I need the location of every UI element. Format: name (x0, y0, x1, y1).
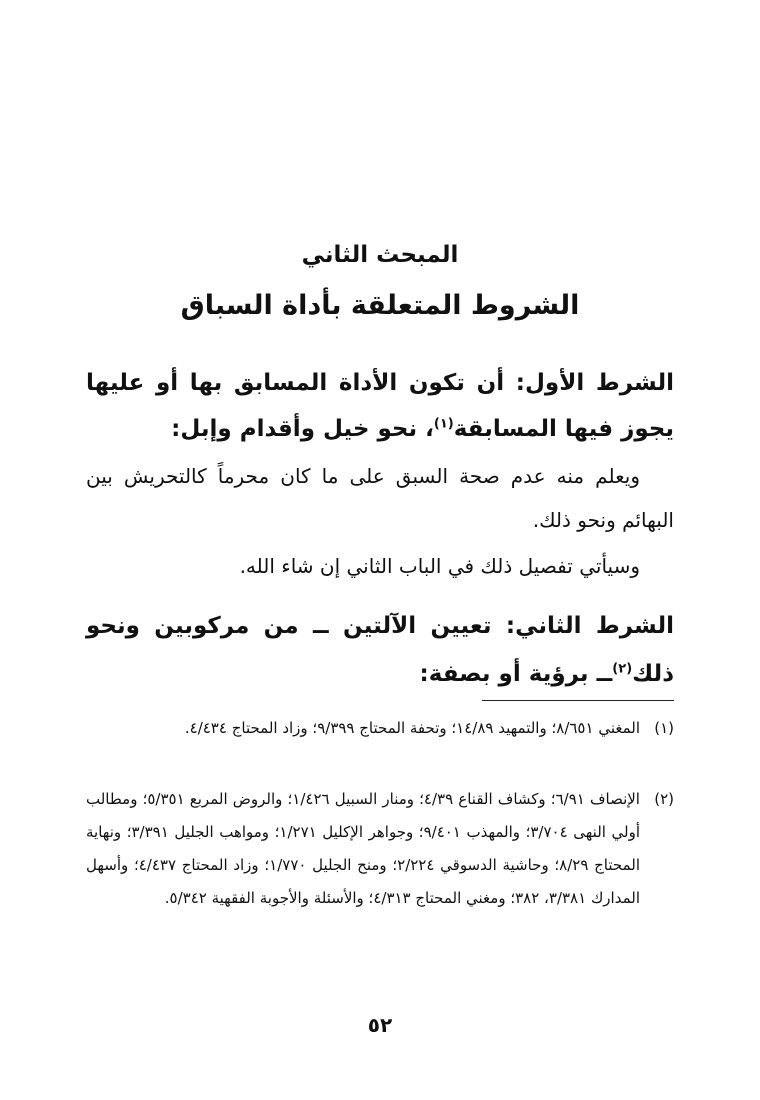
footnote-2 (86, 783, 674, 915)
paragraph-1: ويعلم منه عدم صحة السبق على ما كان محرماً كالتحريش بين البهائم ونحو ذلك. (86, 464, 674, 532)
page-number: ٥٢ (367, 1013, 393, 1037)
footnote-2-text: الإنصاف ٦/٩١؛ وكشاف القناع ٤/٣٩؛ ومنار السبيل ١/٤٢٦؛ والروض المربع ٥/٣٥١؛ ومطالب أولي النهى ٣/٧٠٤؛ والمهذب ٩/٤٠١؛ وجواهر الإكليل ١/٢٧١؛ ومواهب الجليل ٣/٣٩١؛ ونهاية المحتاج ٨/٢٩؛ وحاشية الدسوقي ٢/٢٢٤؛ ومنح الجليل ١/٧٧٠؛ وزاد المحتاج ٤/٤٣٧؛ وأسهل المدارك ٣/٣٨١، ٣٨٢؛ ومغني المحتاج ٤/٣١٣؛ والأسئلة والأجوبة الفقهية ٥/٣٤٢. (86, 790, 640, 907)
condition-2-text-a: الشرط الثاني: تعيين الآلتين ــ من مركوبين ونحو ذلك (86, 613, 674, 687)
section-title: الشروط المتعلقة بأداة السباق (180, 290, 580, 321)
footnote-divider (482, 700, 674, 701)
condition-2-text-b: ــ برؤية أو بصفة: (419, 661, 613, 687)
chapter-heading: المبحث الثاني (301, 242, 459, 268)
condition-1-text-a: الشرط الأول: أن تكون الأداة المسابق بها أو عليها يجوز فيها المسابقة (86, 370, 674, 442)
footnote-1-number: (١) (654, 719, 674, 737)
footnote-2-number: (٢) (654, 790, 674, 808)
footnote-ref-2[interactable]: (٢) (612, 661, 633, 677)
condition-1 (86, 360, 674, 452)
condition-1-text-b: ، نحو خيل وأقدام وإبل: (171, 416, 434, 442)
footnote-1 (86, 712, 674, 745)
footnote-ref-1[interactable]: (١) (433, 416, 454, 432)
paragraph-2: وسيأتي تفصيل ذلك في الباب الثاني إن شاء الله. (239, 554, 640, 578)
footnote-1-text: المغني ٨/٦٥١؛ والتمهيد ١٤/٨٩؛ وتحفة المحتاج ٩/٣٩٩؛ وزاد المحتاج ٤/٤٣٤. (184, 719, 640, 737)
condition-2 (86, 602, 674, 698)
